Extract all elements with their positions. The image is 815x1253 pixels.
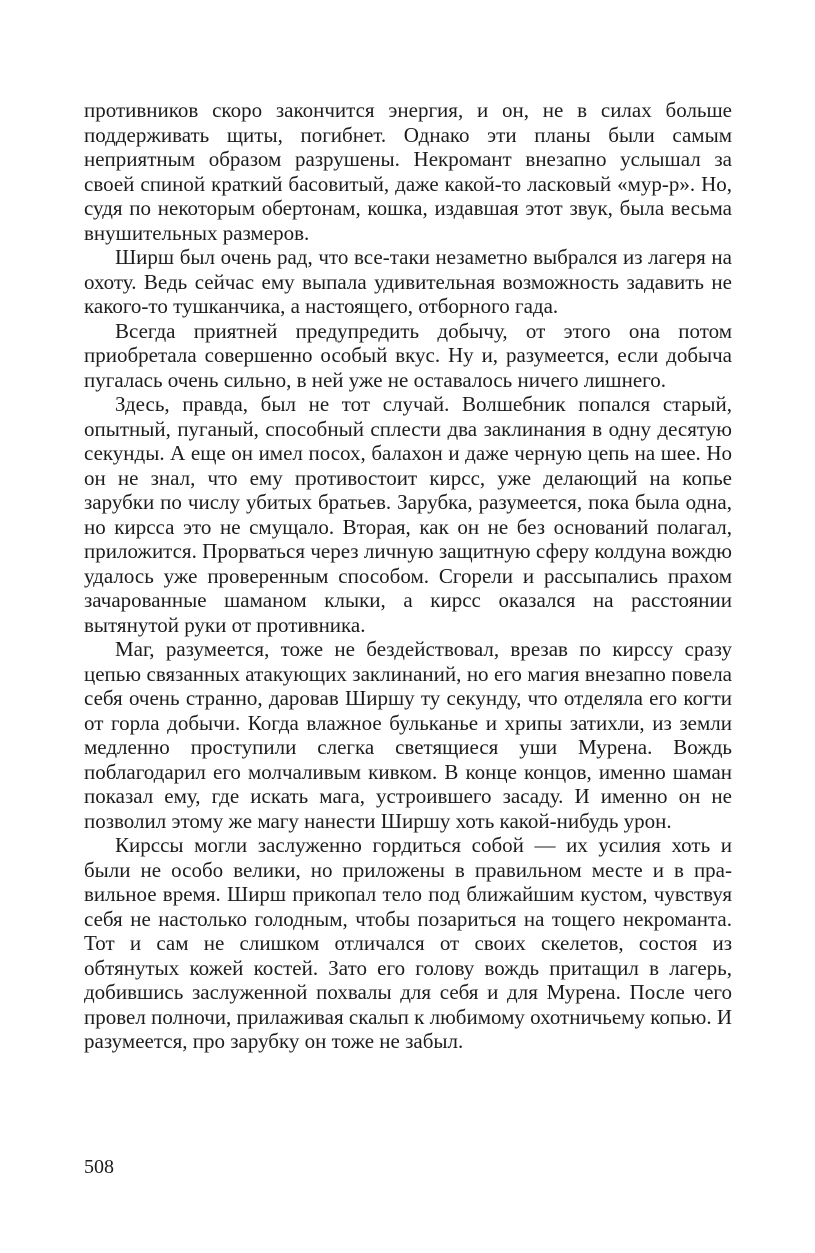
body-text — [84, 98, 732, 1054]
paragraph-6: Кирссы могли заслуженно гордиться собой — их усилия хоть и были не особо велики, но приложены в правильном месте и в правильное время. Ширш прикопал тело под ближайшим кустом, чувствуя себя не настолько голодным, чтобы позариться на тощего некроманта. Тот и сам не слишком отличался от своих скелетов, состоя из обтянутых кожей костей. Зато его голову вождь притащил в лагерь, добившись заслуженной похвалы для себя и для Мурена. После чего провел полночи, прилаживая скальп к любимому охотничьему копью. И разумеется, про зарубку он тоже не забыл. — [84, 833, 732, 1053]
paragraph-1: противников скоро закончится энергия, и он, не в силах больше поддерживать щиты, погибнет. Однако эти планы были самым неприятным образом разрушены. Некромант внезапно услышал за своей спиной краткий басовитый, даже какой-то ласковый «мур-р». Но, судя по некоторым обертонам, кошка, издавшая этот звук, была весьма внушительных размеров. — [84, 98, 732, 245]
page-number: 508 — [84, 1156, 114, 1178]
paragraph-2: Ширш был очень рад, что все-таки незаметно выбрался из лагеря на охоту. Ведь сейчас ему выпала удивительная возможность задавить не какого-то тушканчика, а настоящего, отборного гада. — [84, 245, 732, 318]
paragraph-4: Здесь, правда, был не тот случай. Волшебник попался старый, опытный, пуганый, способный сплести два заклинания в одну десятую секунды. А еще он имел посох, балахон и даже черную цепь на шее. Но он не знал, что ему противостоит кирсс, уже делающий на копье зарубки по числу убитых братьев. Зарубка, разумеется, пока была одна, но кирсса это не смущало. Вторая, как он не без оснований полагал, приложится. Прорваться через личную защитную сферу колдуна вождю удалось уже проверенным способом. Сгорели и рассыпались прахом зачарованные шаманом клыки, а кирсс оказался на расстоянии вытянутой руки от противника. — [84, 392, 732, 637]
paragraph-3: Всегда приятней предупредить добычу, от этого она потом приобретала совершенно особый вкус. Ну и, разумеется, если добыча пугалась очень сильно, в ней уже не оставалось ничего лишнего. — [84, 318, 732, 392]
paragraph-5: Маг, разумеется, тоже не бездействовал, врезав по кирссу сразу цепью связанных атакующих заклинаний, но его магия внезапно повела себя очень странно, даровав Ширшу ту секунду, что отделяла его когти от горла добычи. Когда влажное бульканье и хрипы затихли, из земли медленно проступили слегка светящиеся уши Мурена. Вождь поблагодарил его молчаливым кивком. В конце концов, именно шаман показал ему, где искать мага, устроившего засаду. И именно он не позволил этому же магу нанести Ширшу хоть какой-нибудь урон. — [84, 637, 732, 833]
